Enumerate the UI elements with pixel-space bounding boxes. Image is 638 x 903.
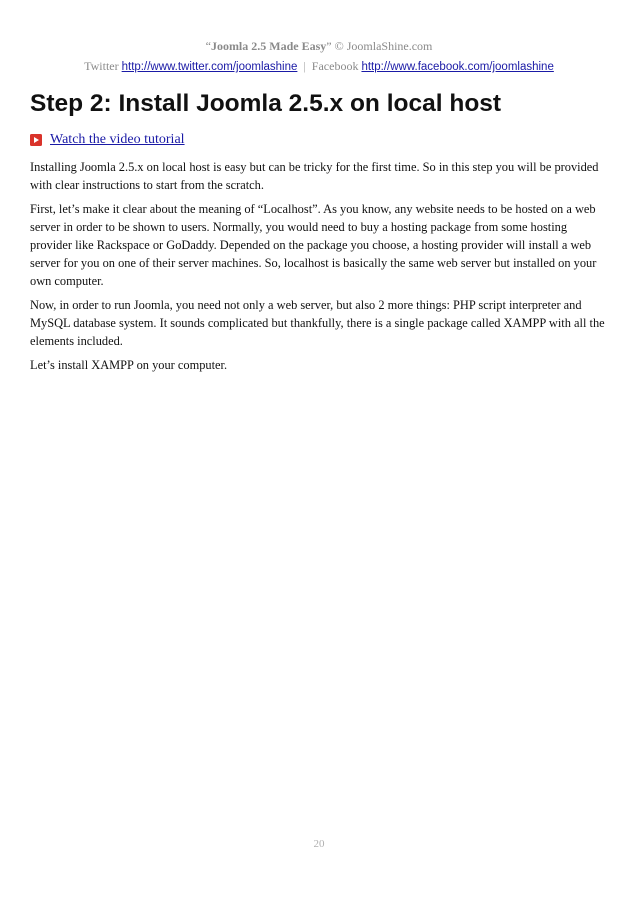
article-body <box>30 158 612 380</box>
twitter-link[interactable]: http://www.twitter.com/joomlashine <box>121 61 298 73</box>
paragraph-requirements: Now, in order to run Joomla, you need not only a web server, but also 2 more things: PHP script interpreter and MySQL database system. It sounds complicated but thankfully, there is a single package called XAMPP with all the elements included. <box>30 298 605 348</box>
social-separator: | <box>303 59 306 73</box>
close-quote: ” <box>326 39 332 53</box>
book-title: Joomla 2.5 Made Easy <box>210 39 327 53</box>
paragraph-install-xampp: Let’s install XAMPP on your computer. <box>30 358 228 372</box>
copyright-text: © JoomlaShine.com <box>331 39 433 53</box>
open-quote: “ <box>205 39 211 53</box>
paragraph-intro: Installing Joomla 2.5.x on local host is easy but can be tricky for the first time. So in this step you will be provided with clear instructions to start from the scratch. <box>30 160 599 192</box>
social-links <box>0 58 638 75</box>
twitter-label: Twitter <box>84 59 119 73</box>
video-play-icon <box>30 134 42 146</box>
video-tutorial-row <box>30 131 185 149</box>
paragraph-localhost: First, let’s make it clear about the meaning of “Localhost”. As you know, any website needs to be hosted on a web server in order to be shown to users. Normally, you would need to buy a hosting package from some hosting provider like Rackspace or GoDaddy. Depended on the package you choose, a hosting provider will install a web server for you on one of their server machines. So, localhost is basically the same web server but installed on your own computer. <box>30 202 597 288</box>
facebook-label: Facebook <box>311 59 359 73</box>
step-heading: Step 2: Install Joomla 2.5.x on local host <box>30 90 502 117</box>
page-number: 20 <box>313 838 325 850</box>
facebook-link[interactable]: http://www.facebook.com/joomlashine <box>361 61 554 73</box>
watch-video-link[interactable]: Watch the video tutorial <box>50 132 185 147</box>
page-header <box>0 38 638 54</box>
